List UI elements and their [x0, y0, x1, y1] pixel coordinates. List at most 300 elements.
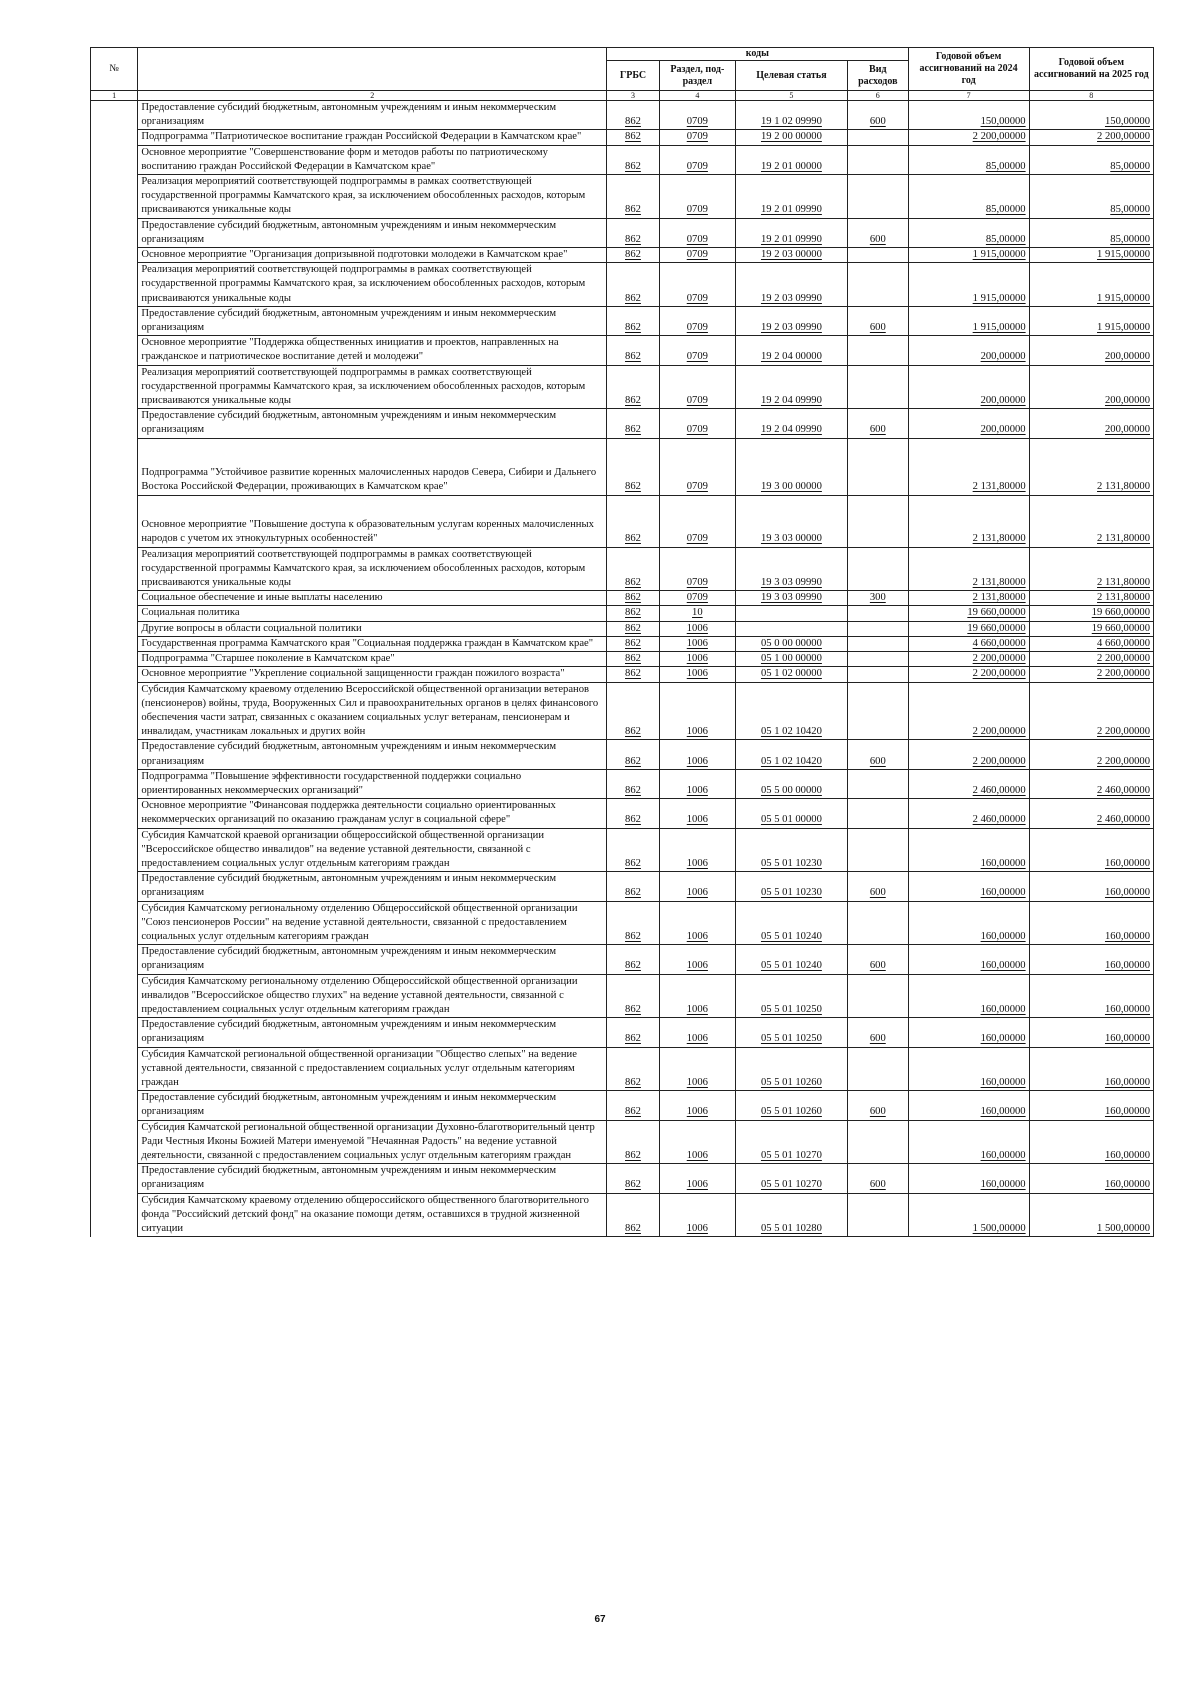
- row-2025-cell: [1029, 974, 1153, 1018]
- row-2025-cell: [1029, 740, 1153, 769]
- row-target-cell: [735, 1164, 847, 1193]
- row-grbs-text: 862: [625, 160, 641, 172]
- row-name-text: Предоставление субсидий бюджетным, автономным учреждениям и иным некоммерческим организациям: [141, 1165, 557, 1191]
- row-section-text: 1006: [686, 1076, 708, 1088]
- row-target-cell: [735, 306, 847, 335]
- row-name-cell: [138, 974, 607, 1018]
- row-name-text: Реализация мероприятий соответствующей подпрограммы в рамках соответствующей государственной программы Камчатского края, за исключением обособленных расходов, которым присваиваются уникальные коды: [141, 548, 586, 589]
- row-exp-type-cell: [848, 1091, 909, 1120]
- table-row: [91, 1120, 1154, 1164]
- row-2025-text: 200,00000: [1104, 351, 1150, 363]
- row-2025-cell: [1029, 175, 1153, 219]
- row-2024-cell: [908, 901, 1029, 945]
- row-2025-text: 2 200,00000: [1097, 131, 1150, 143]
- row-2024-text: 4 660,00000: [972, 637, 1026, 649]
- row-exp-type-cell: [848, 248, 909, 263]
- row-exp-type-cell: [848, 682, 909, 740]
- row-grbs-text: 862: [625, 726, 641, 738]
- row-2025-cell: [1029, 336, 1153, 365]
- row-target-text: 19 2 00 00000: [760, 131, 822, 143]
- table-row: [91, 248, 1154, 263]
- row-grbs-cell: [607, 248, 660, 263]
- row-2025-text: 2 460,00000: [1097, 784, 1150, 796]
- row-2024-text: 160,00000: [980, 1033, 1026, 1045]
- row-section-cell: [659, 636, 735, 651]
- row-2025-cell: [1029, 652, 1153, 667]
- row-exp-type-cell: [848, 101, 909, 130]
- row-name-cell: [138, 1193, 607, 1237]
- row-exp-type-cell: [848, 769, 909, 798]
- row-grbs-text: 862: [625, 637, 641, 649]
- row-name-text: Подпрограмма "Старшее поколение в Камчатском крае": [141, 653, 395, 665]
- row-grbs-text: 862: [625, 622, 641, 634]
- row-target-text: 19 2 03 00000: [760, 249, 822, 261]
- row-section-cell: [659, 175, 735, 219]
- row-section-text: 1006: [686, 1223, 708, 1235]
- row-name-text: Субсидия Камчатской региональной общественной организации "Общество слепых" на ведение уставной деятельности, связанной с предоставлением социальных услуг отдельным категориям граждан: [141, 1048, 577, 1088]
- row-target-text: 19 2 04 00000: [760, 351, 822, 363]
- row-2024-cell: [908, 682, 1029, 740]
- row-number-cell: [91, 495, 138, 547]
- row-target-cell: [735, 1018, 847, 1047]
- row-exp-type-cell: [848, 306, 909, 335]
- table-row: [91, 872, 1154, 901]
- row-name-text: Предоставление субсидий бюджетным, автономным учреждениям и иным некоммерческим организациям: [141, 410, 557, 436]
- row-name-text: Субсидия Камчатской краевой организации общероссийской общественной организации "Всероссийское общество инвалидов" на ведение уставной деятельности, связанной с предоставлением социальных услуг отдельным категориям граждан: [141, 829, 544, 869]
- row-name-cell: [138, 218, 607, 247]
- row-grbs-text: 862: [625, 1179, 641, 1191]
- row-2025-cell: [1029, 1120, 1153, 1164]
- row-target-text: 19 2 04 09990: [760, 395, 822, 407]
- row-2024-cell: [908, 1091, 1029, 1120]
- row-grbs-cell: [607, 621, 660, 636]
- table-row: [91, 799, 1154, 828]
- row-target-cell: [735, 175, 847, 219]
- row-grbs-text: 862: [625, 653, 641, 665]
- row-section-text: 0709: [686, 592, 708, 604]
- row-grbs-cell: [607, 306, 660, 335]
- row-target-cell: [735, 901, 847, 945]
- row-2025-text: 4 660,00000: [1097, 637, 1150, 649]
- row-grbs-cell: [607, 218, 660, 247]
- row-target-cell: [735, 263, 847, 307]
- row-exp-type-cell: [848, 336, 909, 365]
- row-2024-cell: [908, 1193, 1029, 1237]
- row-2025-cell: [1029, 872, 1153, 901]
- row-section-cell: [659, 606, 735, 621]
- row-name-text: Социальная политика: [141, 607, 240, 619]
- row-exp-type-text: 600: [869, 887, 886, 899]
- row-2024-text: 200,00000: [980, 395, 1026, 407]
- row-name-cell: [138, 336, 607, 365]
- row-2025-text: 2 200,00000: [1097, 726, 1150, 738]
- row-name-cell: [138, 1047, 607, 1091]
- row-2025-cell: [1029, 1193, 1153, 1237]
- row-section-cell: [659, 945, 735, 974]
- row-number-cell: [91, 682, 138, 740]
- row-target-cell: [735, 218, 847, 247]
- col-num: 2: [138, 91, 607, 101]
- row-number-cell: [91, 769, 138, 798]
- row-target-cell: [735, 621, 847, 636]
- row-2024-text: 85,00000: [985, 160, 1026, 172]
- row-2025-text: 160,00000: [1104, 1003, 1150, 1015]
- table-row: [91, 974, 1154, 1018]
- row-section-cell: [659, 438, 735, 495]
- row-number-cell: [91, 606, 138, 621]
- row-2025-text: 1 915,00000: [1097, 292, 1150, 304]
- row-section-cell: [659, 336, 735, 365]
- row-2025-text: 160,00000: [1104, 1033, 1150, 1045]
- row-grbs-cell: [607, 667, 660, 682]
- row-exp-type-cell: [848, 799, 909, 828]
- row-name-text: Реализация мероприятий соответствующей подпрограммы в рамках соответствующей государственной программы Камчатского края, за исключением обособленных расходов, которым присваиваются уникальные коды: [141, 176, 586, 216]
- table-row: [91, 495, 1154, 547]
- row-2025-cell: [1029, 799, 1153, 828]
- row-name-text: Реализация мероприятий соответствующей подпрограммы в рамках соответствующей государственной программы Камчатского края, за исключением обособленных расходов, которым присваиваются уникальные коды: [141, 264, 586, 304]
- row-target-cell: [735, 365, 847, 409]
- row-2024-text: 2 200,00000: [972, 653, 1026, 665]
- row-2025-cell: [1029, 547, 1153, 591]
- row-2024-cell: [908, 1047, 1029, 1091]
- row-section-text: 0709: [686, 116, 708, 128]
- row-grbs-cell: [607, 1018, 660, 1047]
- row-grbs-cell: [607, 974, 660, 1018]
- row-2024-cell: [908, 248, 1029, 263]
- row-name-cell: [138, 1164, 607, 1193]
- row-exp-type-cell: [848, 263, 909, 307]
- row-2024-cell: [908, 872, 1029, 901]
- table-body: [91, 101, 1154, 1237]
- row-section-text: 0709: [686, 204, 708, 216]
- row-target-text: 05 5 01 10270: [760, 1179, 822, 1191]
- row-target-text: 19 2 03 09990: [760, 292, 822, 304]
- table-row: [91, 901, 1154, 945]
- row-grbs-cell: [607, 263, 660, 307]
- row-exp-type-cell: [848, 621, 909, 636]
- row-2024-text: 200,00000: [980, 424, 1026, 436]
- row-2025-text: 160,00000: [1104, 1106, 1150, 1118]
- row-name-text: Подпрограмма "Устойчивое развитие коренных малочисленных народов Севера, Сибири и Дальнего Востока Российской Федерации, проживающих в Камчатском крае": [141, 467, 597, 493]
- row-name-text: Подпрограмма "Патриотическое воспитание граждан Российской Федерации в Камчатском крае": [141, 131, 582, 143]
- row-grbs-cell: [607, 682, 660, 740]
- row-number-cell: [91, 667, 138, 682]
- row-section-text: 1006: [686, 637, 708, 649]
- row-2024-cell: [908, 945, 1029, 974]
- table-row: [91, 175, 1154, 219]
- row-name-cell: [138, 872, 607, 901]
- row-2024-text: 160,00000: [980, 887, 1026, 899]
- row-name-cell: [138, 130, 607, 145]
- row-2024-cell: [908, 218, 1029, 247]
- row-exp-type-cell: [848, 740, 909, 769]
- row-name-text: Предоставление субсидий бюджетным, автономным учреждениям и иным некоммерческим организациям: [141, 219, 557, 245]
- row-target-cell: [735, 438, 847, 495]
- row-exp-type-text: 600: [869, 755, 886, 767]
- row-2025-text: 2 131,80000: [1097, 533, 1150, 545]
- row-name-cell: [138, 799, 607, 828]
- row-grbs-text: 862: [625, 1223, 641, 1235]
- row-target-cell: [735, 652, 847, 667]
- row-target-text: 19 3 03 00000: [760, 533, 822, 545]
- row-2025-text: 160,00000: [1104, 857, 1150, 869]
- row-grbs-text: 862: [625, 1003, 641, 1015]
- row-grbs-cell: [607, 636, 660, 651]
- row-exp-type-cell: [848, 828, 909, 872]
- row-exp-type-cell: [848, 667, 909, 682]
- row-name-text: Подпрограмма "Повышение эффективности государственной поддержки социально ориентированных некоммерческих организаций": [141, 770, 522, 796]
- row-2024-text: 160,00000: [980, 1003, 1026, 1015]
- row-target-text: 05 5 01 10230: [760, 887, 822, 899]
- row-target-cell: [735, 667, 847, 682]
- row-section-text: 1006: [686, 1106, 708, 1118]
- row-2024-text: 1 500,00000: [972, 1223, 1026, 1235]
- row-grbs-text: 862: [625, 1106, 641, 1118]
- row-exp-type-cell: [848, 365, 909, 409]
- row-2025-text: 19 660,00000: [1091, 607, 1150, 619]
- row-exp-type-cell: [848, 409, 909, 438]
- row-2024-cell: [908, 547, 1029, 591]
- row-name-cell: [138, 740, 607, 769]
- row-grbs-cell: [607, 1193, 660, 1237]
- row-name-cell: [138, 1091, 607, 1120]
- row-name-cell: [138, 248, 607, 263]
- row-2024-text: 160,00000: [980, 930, 1026, 942]
- row-number-cell: [91, 365, 138, 409]
- row-name-cell: [138, 547, 607, 591]
- table-row: [91, 621, 1154, 636]
- row-number-cell: [91, 248, 138, 263]
- table-row: [91, 547, 1154, 591]
- row-2024-cell: [908, 667, 1029, 682]
- table-row: [91, 1193, 1154, 1237]
- row-name-cell: [138, 145, 607, 174]
- row-exp-type-cell: [848, 872, 909, 901]
- row-2024-text: 1 915,00000: [972, 249, 1026, 261]
- row-name-cell: [138, 769, 607, 798]
- row-grbs-cell: [607, 740, 660, 769]
- row-target-text: 05 5 01 10240: [760, 960, 822, 972]
- row-grbs-cell: [607, 130, 660, 145]
- row-name-text: Основное мероприятие "Организация допризывной подготовки молодежи в Камчатском крае": [141, 249, 568, 261]
- row-name-text: Предоставление субсидий бюджетным, автономным учреждениям и иным некоммерческим организациям: [141, 1092, 557, 1118]
- row-grbs-text: 862: [625, 668, 641, 680]
- col-num: 5: [735, 91, 847, 101]
- row-exp-type-cell: [848, 591, 909, 606]
- row-target-cell: [735, 145, 847, 174]
- row-name-cell: [138, 591, 607, 606]
- table-row: [91, 1164, 1154, 1193]
- row-target-text: 19 2 01 09990: [760, 204, 822, 216]
- row-section-text: 0709: [686, 351, 708, 363]
- row-exp-type-cell: [848, 1018, 909, 1047]
- row-target-cell: [735, 130, 847, 145]
- row-name-cell: [138, 652, 607, 667]
- row-section-cell: [659, 799, 735, 828]
- row-target-cell: [735, 248, 847, 263]
- row-target-text: 05 5 01 10260: [760, 1076, 822, 1088]
- row-section-cell: [659, 101, 735, 130]
- row-number-cell: [91, 438, 138, 495]
- row-exp-type-cell: [848, 1047, 909, 1091]
- row-name-cell: [138, 682, 607, 740]
- row-grbs-cell: [607, 101, 660, 130]
- row-target-text: 19 2 04 09990: [760, 424, 822, 436]
- table-row: [91, 945, 1154, 974]
- row-number-cell: [91, 130, 138, 145]
- row-number-cell: [91, 636, 138, 651]
- row-target-text: 05 5 01 00000: [760, 814, 822, 826]
- row-grbs-cell: [607, 769, 660, 798]
- row-2024-text: 2 131,80000: [972, 533, 1026, 545]
- row-2025-cell: [1029, 248, 1153, 263]
- row-section-text: 10: [692, 607, 703, 619]
- row-grbs-text: 862: [625, 322, 641, 334]
- row-grbs-text: 862: [625, 533, 641, 545]
- table-row: [91, 636, 1154, 651]
- row-2025-text: 160,00000: [1104, 887, 1150, 899]
- row-target-text: 19 2 01 09990: [760, 233, 822, 245]
- row-2025-text: 1 500,00000: [1097, 1223, 1150, 1235]
- row-section-cell: [659, 682, 735, 740]
- row-section-text: 1006: [686, 930, 708, 942]
- row-name-text: Другие вопросы в области социальной политики: [141, 622, 362, 634]
- row-exp-type-text: 600: [869, 116, 886, 128]
- row-2025-text: 19 660,00000: [1091, 622, 1150, 634]
- row-grbs-text: 862: [625, 395, 641, 407]
- row-name-text: Предоставление субсидий бюджетным, автономным учреждениям и иным некоммерческим организациям: [141, 873, 557, 899]
- row-target-cell: [735, 1120, 847, 1164]
- row-section-text: 0709: [686, 533, 708, 545]
- budget-table: [90, 47, 1154, 1237]
- row-name-text: Социальное обеспечение и иные выплаты населению: [141, 592, 383, 604]
- row-grbs-cell: [607, 175, 660, 219]
- row-target-text: 05 5 01 10240: [760, 930, 822, 942]
- row-2024-cell: [908, 130, 1029, 145]
- row-section-cell: [659, 769, 735, 798]
- row-name-text: Основное мероприятие "Повышение доступа к образовательным услугам коренных малочисленных народов с учетом их этнокультурных особенностей": [141, 519, 594, 545]
- row-2024-text: 2 131,80000: [972, 577, 1026, 589]
- row-2024-cell: [908, 438, 1029, 495]
- row-2024-text: 2 200,00000: [972, 668, 1026, 680]
- row-grbs-text: 862: [625, 960, 641, 972]
- row-number-cell: [91, 1193, 138, 1237]
- row-section-text: 1006: [686, 784, 708, 796]
- row-name-cell: [138, 175, 607, 219]
- row-2024-text: 19 660,00000: [967, 607, 1026, 619]
- row-exp-type-cell: [848, 1193, 909, 1237]
- row-number-cell: [91, 409, 138, 438]
- row-grbs-text: 862: [625, 814, 641, 826]
- row-target-text: 05 5 01 10270: [760, 1150, 822, 1161]
- row-2025-text: 1 915,00000: [1097, 249, 1150, 261]
- row-grbs-text: 862: [625, 204, 641, 216]
- row-2024-text: 85,00000: [985, 233, 1026, 245]
- row-2024-cell: [908, 495, 1029, 547]
- row-exp-type-cell: [848, 438, 909, 495]
- row-name-cell: [138, 306, 607, 335]
- row-grbs-cell: [607, 438, 660, 495]
- header-no: №: [91, 48, 138, 91]
- row-exp-type-cell: [848, 495, 909, 547]
- row-section-cell: [659, 667, 735, 682]
- row-exp-type-text: 600: [869, 233, 886, 245]
- row-section-cell: [659, 547, 735, 591]
- row-section-text: 0709: [686, 424, 708, 436]
- row-exp-type-cell: [848, 130, 909, 145]
- row-grbs-text: 862: [625, 351, 641, 363]
- table-row: [91, 130, 1154, 145]
- row-section-cell: [659, 409, 735, 438]
- row-name-text: Субсидия Камчатскому региональному отделению Общероссийской общественной организации инвалидов "Всероссийское общество глухих" на ведение уставной деятельности, связанной с предоставлением социальных услуг отдельным категориям граждан: [141, 975, 578, 1015]
- row-grbs-cell: [607, 828, 660, 872]
- table-row: [91, 1018, 1154, 1047]
- row-grbs-text: 862: [625, 481, 641, 493]
- row-target-cell: [735, 828, 847, 872]
- row-number-cell: [91, 547, 138, 591]
- row-exp-type-text: 600: [869, 322, 886, 334]
- row-2025-text: 200,00000: [1104, 424, 1150, 436]
- row-section-cell: [659, 901, 735, 945]
- row-name-cell: [138, 1120, 607, 1164]
- row-2025-text: 2 200,00000: [1097, 755, 1150, 767]
- row-section-text: 0709: [686, 249, 708, 261]
- row-2025-text: 2 131,80000: [1097, 481, 1150, 493]
- row-name-text: Основное мероприятие "Финансовая поддержка деятельности социально ориентированных некоммерческих организаций по оказанию гражданам услуг в социальной сфере": [141, 800, 556, 826]
- table-row: [91, 145, 1154, 174]
- row-exp-type-cell: [848, 145, 909, 174]
- row-2024-cell: [908, 621, 1029, 636]
- row-section-text: 1006: [686, 653, 708, 665]
- row-number-cell: [91, 1047, 138, 1091]
- header-column-numbers: [91, 91, 1154, 101]
- row-section-cell: [659, 263, 735, 307]
- row-target-text: 19 3 03 09990: [760, 592, 822, 604]
- row-section-text: 1006: [686, 887, 708, 899]
- table-row: [91, 306, 1154, 335]
- row-section-cell: [659, 1193, 735, 1237]
- row-2025-cell: [1029, 945, 1153, 974]
- row-2025-text: 200,00000: [1104, 395, 1150, 407]
- row-2024-text: 160,00000: [980, 857, 1026, 869]
- page-number: 67: [594, 1614, 606, 1625]
- row-target-cell: [735, 682, 847, 740]
- row-section-text: 0709: [686, 395, 708, 407]
- row-section-text: 1006: [686, 1033, 708, 1045]
- row-target-cell: [735, 872, 847, 901]
- row-target-text: 05 0 00 00000: [760, 637, 822, 649]
- row-2024-text: 160,00000: [980, 1179, 1026, 1191]
- header-name: [138, 48, 607, 91]
- row-2025-text: 150,00000: [1104, 116, 1150, 128]
- row-number-cell: [91, 799, 138, 828]
- row-exp-type-cell: [848, 606, 909, 621]
- row-name-text: Государственная программа Камчатского края "Социальная поддержка граждан в Камчатском крае": [141, 637, 594, 649]
- table-row: [91, 606, 1154, 621]
- row-number-cell: [91, 218, 138, 247]
- row-name-text: Субсидия Камчатскому региональному отделению Общероссийской общественной организации "Союз пенсионеров России" на ведение уставной деятельности, связанной с предоставлением социальных услуг отдельным категориям граждан: [141, 902, 578, 942]
- header-target: Целевая статья: [735, 61, 847, 91]
- row-2024-cell: [908, 306, 1029, 335]
- row-target-text: 05 1 02 00000: [760, 668, 822, 680]
- row-2024-cell: [908, 828, 1029, 872]
- row-2025-text: 160,00000: [1104, 930, 1150, 942]
- table-row: [91, 218, 1154, 247]
- table-row: [91, 365, 1154, 409]
- row-grbs-text: 862: [625, 784, 641, 796]
- row-2025-cell: [1029, 828, 1153, 872]
- row-name-text: Предоставление субсидий бюджетным, автономным учреждениям и иным некоммерческим организациям: [141, 307, 557, 334]
